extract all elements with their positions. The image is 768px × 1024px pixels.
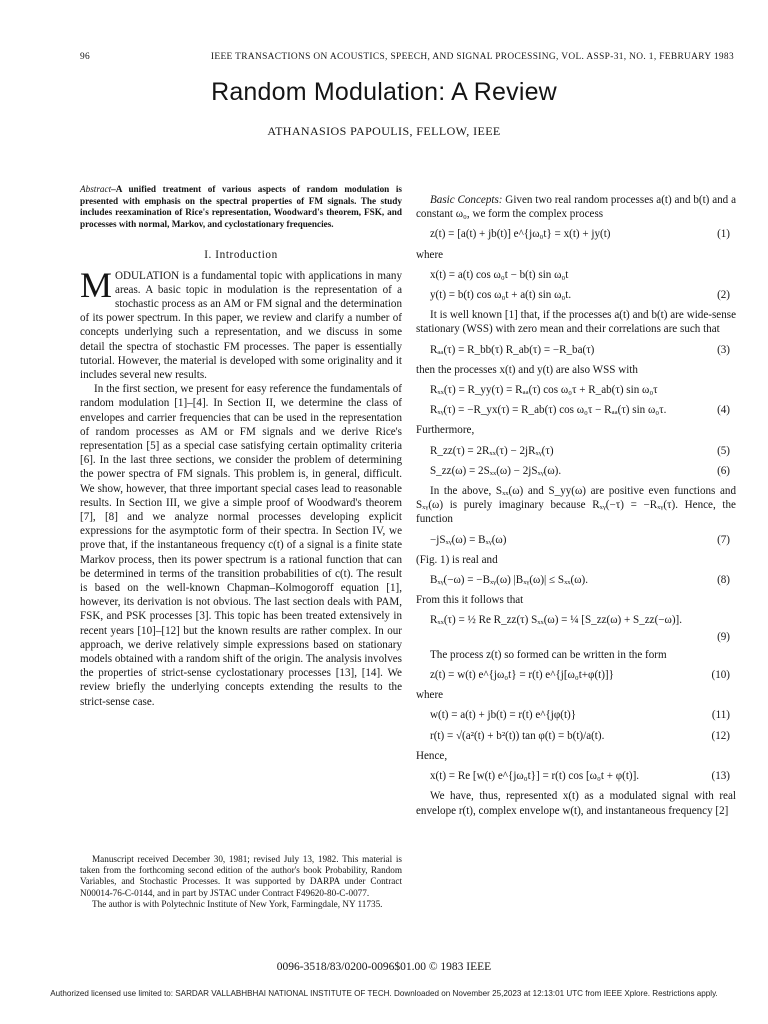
equation-3 — [416, 343, 736, 357]
equation-4-number: (4) — [717, 404, 730, 417]
basic-concepts-paragraph — [416, 193, 736, 221]
equation-2b — [416, 288, 736, 302]
intro-paragraph-1-text: ODULATION is a fundamental topic with applications in many areas. A basic topic in modulation is the representation of a stochastic process as an AM or FM signal and the determination of its power spectrum. In this paper, we review and clarify a number of concepts underlying such a representation, and we discuss in some detail the spectra of stochastic FM processes. The paper is essentially tutorial. However, the material is developed with some originality and it includes several new results. — [80, 269, 402, 381]
equation-2b-body: y(t) = b(t) cos ω₀t + a(t) sin ω₀t. — [430, 289, 572, 302]
equation-13 — [416, 769, 736, 783]
section-heading-introduction: I. Introduction — [204, 249, 278, 262]
equation-12-body: r(t) = √(a²(t) + b²(t)) tan φ(t) = b(t)/a(t). — [430, 729, 605, 742]
equation-13-number: (13) — [711, 770, 730, 783]
above-paragraph: In the above, Sₓₓ(ω) and S_yy(ω) are positive even functions and Sₓᵧ(ω) is purely imaginary because Rₓᵧ(−τ) = −Rₓᵧ(τ). Hence, the function — [416, 485, 736, 526]
equation-11-body: w(t) = a(t) + jb(t) = r(t) e^{jφ(t)} — [430, 709, 577, 722]
equation-11 — [416, 708, 736, 722]
page-number: 96 — [80, 52, 91, 62]
abstract-text: –A unified treatment of various aspects of random modulation is presented with emphasis on the spectral properties of FM signals. The study includes reexamination of Rice's representation, Woodward's theorem, FSK, and processes with normal, Markov, and cyclostationary frequencies. — [80, 184, 402, 229]
equation-7-number: (7) — [717, 533, 730, 546]
journal-title: IEEE TRANSACTIONS ON ACOUSTICS, SPEECH, AND SIGNAL PROCESSING, VOL. ASSP-31, NO. 1, FEBRUARY 1983 — [210, 52, 734, 62]
right-column — [416, 193, 736, 818]
equation-10-number: (10) — [711, 669, 730, 682]
intro-paragraph-2: In the first section, we present for easy reference the fundamentals of random modulation [1]–[4]. In Section II, we determine the class of envelopes and carrier frequencies that can be used in the representation of random processes as AM or FM signals and we derive Rice's representation [5] as a special case satisfying certain optimality criteria [6]. In the last three sections, we consider the problem of determining the power spectra of FM signals. This problem is, in general, difficult. We show, however, that three important special cases lead to reasonable results. In Section III, we give a simple proof of Woodward's theorem [7], [8] and we analyze normal processes developing explicit expressions for the asymptotic form of their spectra. In Section IV, we prove that, if the instantaneous frequency c(t) of a signal is a finite state Markov process, then its power spectrum is a rational function that can be determined in terms of the transition probabilities of c(t). The result is based on the well-known Chapman–Kolmogoroff equation [1], however, its derivation is not obvious. The last section deals with PAM, FSK, and PSK processes [3]. This topic has been treated extensively in recent years [10]–[12] but the known results are rather complex. In our approach, we derive relatively simple expressions based on stationary models obtained with a random shift of the origin. The analysis involves the properties of strict-sense cyclostationary processes [13], [14]. We review briefly the underlying concepts extending the results to the strict-sense case. — [80, 383, 402, 708]
equation-3-number: (3) — [717, 343, 730, 356]
equation-4b-body: Rₓᵧ(τ) = −R_yx(τ) = R_ab(τ) cos ω₀τ − Rₐₐ(τ) sin ω₀τ. — [430, 404, 667, 417]
equation-2a — [416, 268, 736, 282]
final-paragraph: We have, thus, represented x(t) as a modulated signal with real envelope r(t), complex envelope w(t), and instantaneous frequency [2] — [416, 790, 736, 817]
equation-13-body: x(t) = Re [w(t) e^{jω₀t}] = r(t) cos [ω₀t + φ(t)]. — [430, 770, 640, 783]
hence-text: Hence, — [416, 749, 448, 762]
where-text-1: where — [416, 248, 444, 261]
left-column — [80, 184, 402, 709]
equation-2-number: (2) — [717, 289, 730, 302]
equation-9 — [416, 613, 736, 627]
equation-12-number: (12) — [711, 729, 730, 742]
drop-cap: M — [80, 264, 113, 305]
equation-5-body: R_zz(τ) = 2Rₓₓ(τ) − 2jRₓᵧ(τ) — [430, 444, 554, 457]
equation-3-body: Rₐₐ(τ) = R_bb(τ) R_ab(τ) = −R_ba(τ) — [430, 343, 595, 356]
footnote — [80, 854, 402, 910]
running-header — [80, 52, 734, 66]
equation-8-number: (8) — [717, 574, 730, 587]
equation-1-number: (1) — [717, 228, 730, 241]
footnote-manuscript: Manuscript received December 30, 1981; revised July 13, 1982. This material is taken from the forthcoming second edition of the author's book Probability, Random Variables, and Stochastic Processes. It was supported by DARPA under Contract N00014-76-C-0144, and in part by JSTAC under Contract F49620-80-C-0077. — [80, 854, 402, 898]
paper-title: Random Modulation: A Review — [211, 78, 557, 106]
wss-paragraph: It is well known [1] that, if the processes a(t) and b(t) are wide-sense stationary (WSS) with zero mean and their correlations are such that — [416, 309, 736, 336]
equation-6 — [416, 464, 736, 478]
equation-4a — [416, 383, 736, 397]
equation-6-number: (6) — [717, 464, 730, 477]
equation-1-body: z(t) = [a(t) + jb(t)] e^{jω₀t} = x(t) + jy(t) — [430, 228, 611, 241]
equation-4b — [416, 403, 736, 417]
abstract-label: Abstract — [80, 184, 112, 194]
license-notice: Authorized licensed use limited to: SARDAR VALLABHBHAI NATIONAL INSTITUTE OF TECH. Downloaded on November 25,2023 at 12:13:01 UTC from IEEE Xplore. Restrictions apply. — [50, 989, 718, 998]
equation-7 — [416, 533, 736, 547]
footnote-affiliation: The author is with Polytechnic Institute of New York, Farmingdale, NY 11735. — [92, 898, 383, 909]
copyright-line: 0096-3518/83/0200-0096$01.00 © 1983 IEEE — [276, 961, 492, 973]
equation-8 — [416, 573, 736, 587]
furthermore-text: Furthermore, — [416, 424, 475, 437]
fig-real-text: (Fig. 1) is real and — [416, 553, 498, 566]
equation-5 — [416, 444, 736, 458]
equation-9-number: (9) — [717, 630, 730, 643]
author-line: ATHANASIOS PAPOULIS, FELLOW, IEEE — [267, 124, 501, 138]
equation-8-body: Bₓᵧ(−ω) = −Bₓᵧ(ω) |Bₓᵧ(ω)| ≤ Sₓₓ(ω). — [430, 574, 588, 587]
basic-concepts-label: Basic Concepts: — [430, 194, 503, 206]
equation-4a-body: Rₓₓ(τ) = R_yy(τ) = Rₐₐ(τ) cos ω₀τ + R_ab(τ) sin ω₀τ — [430, 384, 658, 397]
then-text: then the processes x(t) and y(t) are also WSS with — [416, 363, 638, 376]
equation-6-body: S_zz(ω) = 2Sₓₓ(ω) − 2jSₓᵧ(ω). — [430, 464, 562, 477]
abstract — [80, 184, 402, 230]
equation-12 — [416, 729, 736, 743]
equation-2a-body: x(t) = a(t) cos ω₀t − b(t) sin ω₀t — [430, 268, 569, 281]
where-text-2: where — [416, 689, 444, 702]
basic-concepts-text: Given two real random processes a(t) and b(t) and a constant ω₀, we form the complex process — [416, 194, 736, 221]
equation-1 — [416, 227, 736, 241]
equation-10-body: z(t) = w(t) e^{jω₀t} = r(t) e^{j[ω₀t+φ(t)]} — [430, 669, 614, 682]
equation-7-body: −jSₓᵧ(ω) = Bₓᵧ(ω) — [430, 533, 507, 546]
intro-paragraph-1 — [80, 264, 402, 383]
equation-5-number: (5) — [717, 444, 730, 457]
equation-11-number: (11) — [711, 709, 730, 722]
equation-9-body: Rₓₓ(τ) = ½ Re R_zz(τ) Sₓₓ(ω) = ¼ [S_zz(ω) + S_zz(−ω)]. — [430, 614, 683, 627]
follows-text: From this it follows that — [416, 594, 524, 607]
process-paragraph: The process z(t) so formed can be written in the form — [430, 648, 667, 661]
equation-10 — [416, 668, 736, 682]
